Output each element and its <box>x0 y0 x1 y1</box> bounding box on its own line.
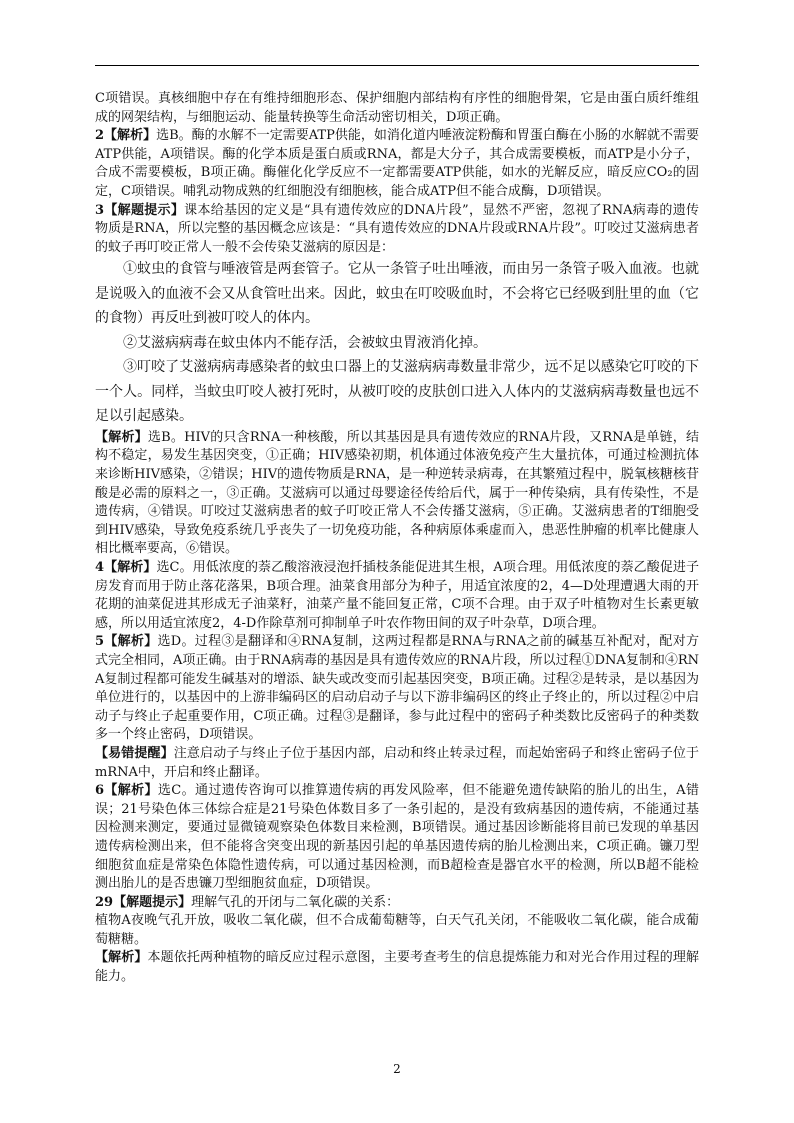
paragraph <box>95 633 699 745</box>
section-tag: 【解析】 <box>104 128 157 144</box>
paragraph-text: 植物A夜晚气孔开放，吸收二氧化碳，但不合成葡萄糖等，白天气孔关闭，不能吸收二氧化碳，能合成葡萄糖糖。 <box>95 913 699 947</box>
paragraph-text: 选B。HIV的只含RNA一种核酸，所以其基因是具有遗传效应的RNA片段，又RNA是单链，结构不稳定，易发生基因突变，①正确；HIV感染初期，机体通过体液免疫产生大量抗体，可通过检测抗体来诊断HIV感染，②错误；HIV的遗传物质是RNA，是一种逆转录病毒，在其繁殖过程中，脱氧核糖核苷酸是必需的原料之一，③正确。艾滋病可以通过母婴途径传给后代，属于一种传染病，具有传染性，不是遗传病，④错误。叮咬过艾滋病患者的蚊子叮咬正常人不会传播艾滋病，⑤正确。艾滋病患者的T细胞受到HIV感染，导致免疫系统几乎丧失了一切免疫功能，各种病原体乘虚而入，患恶性肿瘤的机率比健康人相比概率要高，⑥错误。 <box>95 429 699 557</box>
question-number: 5 <box>95 634 105 650</box>
paragraph-text: 注意启动子与终止子位于基因内部，启动和终止转录过程，而起始密码子和终止密码子位于mRNA中，开启和终止翻译。 <box>95 745 699 780</box>
paragraph-text: 选D。过程③是翻译和④RNA复制，这两过程都是RNA与RNA之前的碱基互补配对，配对方式完全相同，A项正确。由于RNA病毒的基因是具有遗传效应的RNA片段，所以过程①DNA复制和④RNA复制过程都可能发生碱基对的增添、缺失或改变而引起基因突变，B项正确。过程②是转录，是以基因为单位进行的，以基因中的上游非编码区的启动启动子与以下游非编码区的终止子终止的，所以过程②中启动子与终止子起重要作用，C项正确。过程③是翻译，参与此过程中的密码子种类数比反密码子的种类数多一个终止密码，D项错误。 <box>95 634 699 743</box>
paragraph <box>95 894 699 913</box>
paragraph <box>95 331 699 356</box>
section-tag: 【解题提示】 <box>113 894 192 910</box>
section-tag: 【解析】 <box>104 560 157 575</box>
paragraph-text: 理解气孔的开闭与二氧化碳的关系： <box>191 894 400 910</box>
question-number: 6 <box>95 783 105 799</box>
page-number: 2 <box>393 1062 401 1076</box>
paragraph <box>95 90 699 127</box>
section-tag: 【易错提醒】 <box>95 745 174 761</box>
paragraph <box>95 912 699 949</box>
paragraph <box>95 257 699 331</box>
paragraph <box>95 202 699 258</box>
question-number: 29 <box>95 894 114 910</box>
paragraph <box>95 949 699 986</box>
paragraph <box>95 559 699 633</box>
paragraph-text: 选B。酶的水解不一定需要ATP供能，如消化道内唾液淀粉酶和胃蛋白酶在小肠的水解就不需要ATP供能，A项错误。酶的化学本质是蛋白质或RNA，都是大分子，其合成需要模板，而ATP是小分子，合成不需要模板，B项正确。酶催化化学反应不一定都需要ATP供能，如水的光解反应，暗反应CO₂的固定，C项错误。哺乳动物成熟的红细胞没有细胞核，能合成ATP但不能合成酶，D项错误。 <box>95 128 699 199</box>
paragraph-text: ③叮咬了艾滋病病毒感染者的蚊虫口器上的艾滋病病毒数量非常少，远不足以感染它叮咬的下一个人。同样，当蚊虫叮咬人被打死时，从被叮咬的皮肤创口进入人体内的艾滋病病毒数量也远不足以引起感染。 <box>95 359 699 425</box>
paragraph <box>95 429 699 559</box>
paragraph-text: 选C。通过遗传咨询可以推算遗传病的再发风险率，但不能避免遗传缺陷的胎儿的出生，A错误；21号染色体三体综合症是21号染色体数目多了一条引起的，是没有致病基因的遗传病，不能通过基因检测来测定，要通过显微镜观察染色体数目来检测，B项错误。通过基因诊断能将目前已发现的单基因遗传病检测出来，但不能将含突变出现的新基因引起的单基因遗传病的胎儿检测出来，C项正确。镰刀型细胞贫血症是常染色体隐性遗传病，可以通过基因检测，而B超检查是器官水平的检测，所以B超不能检测出胎儿的是否患镰刀型细胞贫血症，D项错误。 <box>95 783 699 892</box>
question-number: 4 <box>95 560 105 575</box>
section-tag: 【解析】 <box>95 950 148 966</box>
paragraph-text: ②艾滋病病毒在蚊虫体内不能存活，会被蚊虫胃液消化掉。 <box>123 334 487 351</box>
section-tag: 【解题提示】 <box>104 202 185 218</box>
section-tag: 【解析】 <box>104 783 158 799</box>
paragraph-text: ①蚊虫的食管与唾液管是两套管子。它从一条管子吐出唾液，而由另一条管子吸入血液。也就是说吸入的血液不会又从食管吐出来。因此，蚊虫在叮咬吸血时，不会将它已经吸到肚里的血（它的食物）再反吐到被叮咬人的体内。 <box>95 261 699 327</box>
paragraph <box>95 782 699 894</box>
paragraph-text: 课本给基因的定义是“具有遗传效应的DNA片段”，显然不严密，忽视了RNA病毒的遗传物质是RNA，所以完整的基因概念应该是：“具有遗传效应的DNA片段或RNA片段”。叮咬过艾滋病患者的蚊子再叮咬正常人一般不会传染艾滋病的原因是： <box>95 202 699 255</box>
answer-content <box>95 90 699 987</box>
paragraph <box>95 355 699 429</box>
paragraph-text: 选C。用低浓度的萘乙酸溶液浸泡扦插枝条能促进其生根，A项合理。用低浓度的萘乙酸促进子房发育而用于防止落花落果，B项合理。油菜食用部分为种子，用适宜浓度的2，4—D处理遭遇大雨的开花期的油菜促进其形成无子油菜籽，油菜产量不能回复正常，C项不合理。由于双子叶植物对生长素更敏感，所以用适宜浓度2，4-D作除草剂可抑制单子叶农作物田间的双子叶杂草，D项合理。 <box>95 560 699 631</box>
paragraph-text: C项错误。真核细胞中存在有维持细胞形态、保护细胞内部结构有序性的细胞骨架，它是由蛋白质纤维组成的网架结构，与细胞运动、能量转换等生命活动密切相关，D项正确。 <box>95 91 699 125</box>
section-tag: 【解析】 <box>104 634 158 650</box>
question-number: 2 <box>95 128 105 144</box>
paragraph <box>95 127 699 201</box>
paragraph-text: 本题依托两种植物的暗反应过程示意图，主要考查考生的信息提炼能力和对光合作用过程的理解能力。 <box>95 950 699 985</box>
section-tag: 【解析】 <box>95 429 148 445</box>
question-number: 3 <box>95 202 105 218</box>
header-rule <box>95 65 699 66</box>
paragraph <box>95 745 699 782</box>
